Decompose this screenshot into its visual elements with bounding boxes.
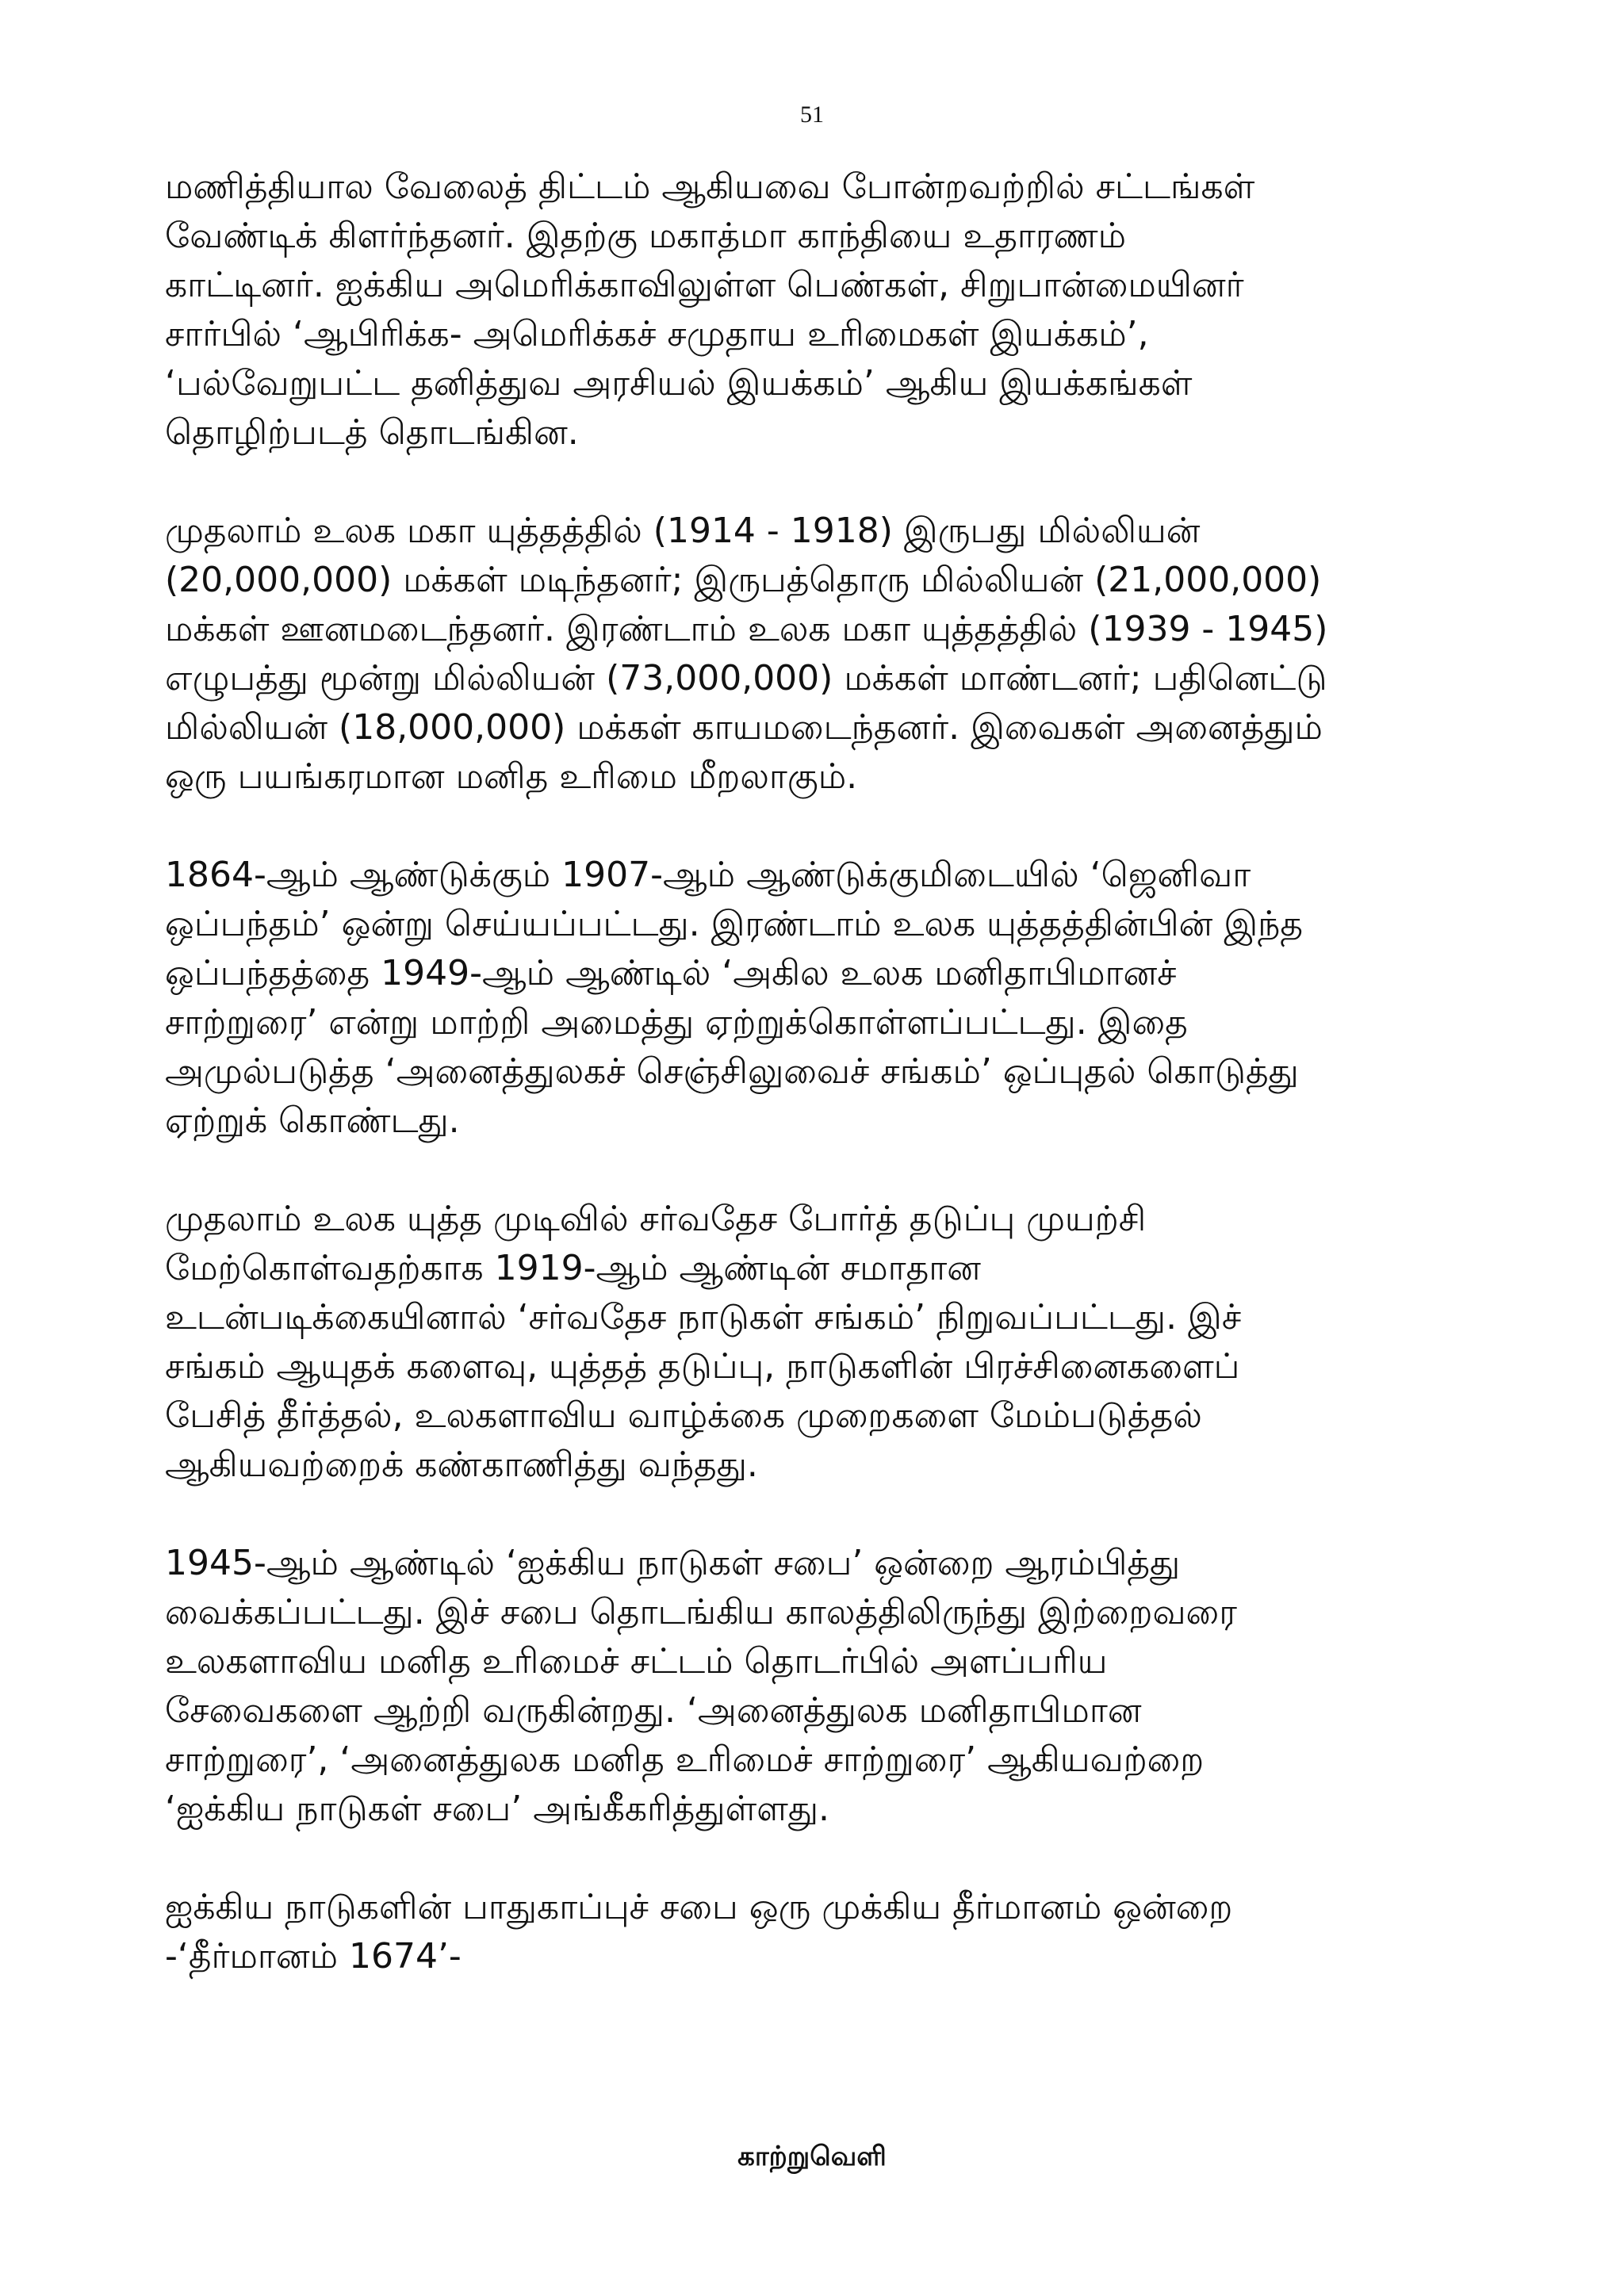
text-line: ஒரு பயங்கரமான மனித உரிமை மீறலாகும். — [165, 756, 858, 797]
text-line: மேற்கொள்வதற்காக 1919-ஆம் ஆண்டின் சமாதான — [165, 1248, 981, 1288]
text-line: ‘ஐக்கிய நாடுகள் சபை’ அங்கீகரித்துள்ளது. — [165, 1789, 830, 1829]
text-line: பேசித் தீர்த்தல், உலகளாவிய வாழ்க்கை முறைகளை மேம்படுத்தல் — [165, 1395, 1202, 1436]
footer-publication-name: காற்றுவெளி — [737, 2141, 887, 2172]
text-line: 1864-ஆம் ஆண்டுக்கும் 1907-ஆம் ஆண்டுக்குமிடையில் ‘ஜெனிவா — [165, 855, 1251, 895]
text-line: ‘பல்வேறுபட்ட தனித்துவ அரசியல் இயக்கம்’ ஆகிய இயக்கங்கள் — [165, 363, 1193, 404]
text-line: சாற்றுரை’, ‘அனைத்துலக மனித உரிமைச் சாற்றுரை’ ஆகியவற்றை — [165, 1739, 1205, 1780]
text-line: (20,000,000) மக்கள் மடிந்தனர்; இருபத்தொரு மில்லியன் (21,000,000) — [165, 560, 1322, 600]
paragraph-5 — [165, 1539, 1473, 1834]
paragraph-6 — [165, 1883, 1473, 1981]
text-line: ஒப்பந்தத்தை 1949-ஆம் ஆண்டில் ‘அகில உலக மனிதாபிமானச் — [165, 953, 1177, 993]
text-line: சாற்றுரை’ என்று மாற்றி அமைத்து ஏற்றுக்கொள்ளப்பட்டது. இதை — [165, 1002, 1188, 1043]
text-line: காட்டினர். ஐக்கிய அமெரிக்காவிலுள்ள பெண்கள், சிறுபான்மையினர் — [165, 265, 1244, 305]
text-line: சேவைகளை ஆற்றி வருகின்றது. ‘அனைத்துலக மனிதாபிமான — [165, 1690, 1142, 1731]
text-line: வேண்டிக் கிளர்ந்தனர். இதற்கு மகாத்மா காந்தியை உதாரணம் — [165, 216, 1127, 256]
document-body — [165, 163, 1473, 2030]
text-line: -‘தீர்மானம் 1674’- — [165, 1936, 462, 1976]
text-line: சார்பில் ‘ஆபிரிக்க- அமெரிக்கச் சமுதாய உரிமைகள் இயக்கம்’, — [165, 314, 1149, 354]
text-line: ஒப்பந்தம்’ ஒன்று செய்யப்பட்டது. இரண்டாம் உலக யுத்தத்தின்பின் இந்த — [165, 904, 1304, 944]
page-number: 51 — [800, 101, 824, 128]
text-line: ஐக்கிய நாடுகளின் பாதுகாப்புச் சபை ஒரு முக்கிய தீர்மானம் ஒன்றை — [165, 1887, 1233, 1927]
text-line: உடன்படிக்கையினால் ‘சர்வதேச நாடுகள் சங்கம்’ நிறுவப்பட்டது. இச் — [165, 1297, 1242, 1337]
text-line: உலகளாவிய மனித உரிமைச் சட்டம் தொடர்பில் அளப்பரிய — [165, 1641, 1108, 1682]
text-line: முதலாம் உலக யுத்த முடிவில் சர்வதேச போர்த் தடுப்பு முயற்சி — [165, 1199, 1147, 1239]
text-line: மணித்தியால வேலைத் திட்டம் ஆகியவை போன்றவற்றில் சட்டங்கள் — [165, 166, 1255, 207]
paragraph-3 — [165, 851, 1473, 1146]
text-line: தொழிற்படத் தொடங்கின. — [165, 412, 579, 453]
text-line: ஏற்றுக் கொண்டது. — [165, 1100, 460, 1141]
text-line: மில்லியன் (18,000,000) மக்கள் காயமடைந்தனர். இவைகள் அனைத்தும் — [165, 707, 1323, 748]
text-line: ஆகியவற்றைக் கண்காணித்து வந்தது. — [165, 1445, 758, 1485]
text-line: 1945-ஆம் ஆண்டில் ‘ஐக்கிய நாடுகள் சபை’ ஒன்றை ஆரம்பித்து — [165, 1543, 1181, 1583]
paragraph-2 — [165, 507, 1473, 802]
text-line: அமுல்படுத்த ‘அனைத்துலகச் செஞ்சிலுவைச் சங்கம்’ ஒப்புதல் கொடுத்து — [165, 1051, 1299, 1092]
text-line: சங்கம் ஆயுதக் களைவு, யுத்தத் தடுப்பு, நாடுகளின் பிரச்சினைகளைப் — [165, 1346, 1240, 1387]
paragraph-4 — [165, 1195, 1473, 1490]
text-line: முதலாம் உலக மகா யுத்தத்தில் (1914 - 1918) இருபது மில்லியன் — [165, 511, 1201, 551]
text-line: வைக்கப்பட்டது. இச் சபை தொடங்கிய காலத்திலிருந்து இற்றைவரை — [165, 1592, 1237, 1632]
text-line: மக்கள் ஊனமடைந்தனர். இரண்டாம் உலக மகா யுத்தத்தில் (1939 - 1945) — [165, 609, 1328, 649]
paragraph-1 — [165, 163, 1473, 457]
text-line: எழுபத்து மூன்று மில்லியன் (73,000,000) மக்கள் மாண்டனர்; பதினெட்டு — [165, 658, 1327, 698]
